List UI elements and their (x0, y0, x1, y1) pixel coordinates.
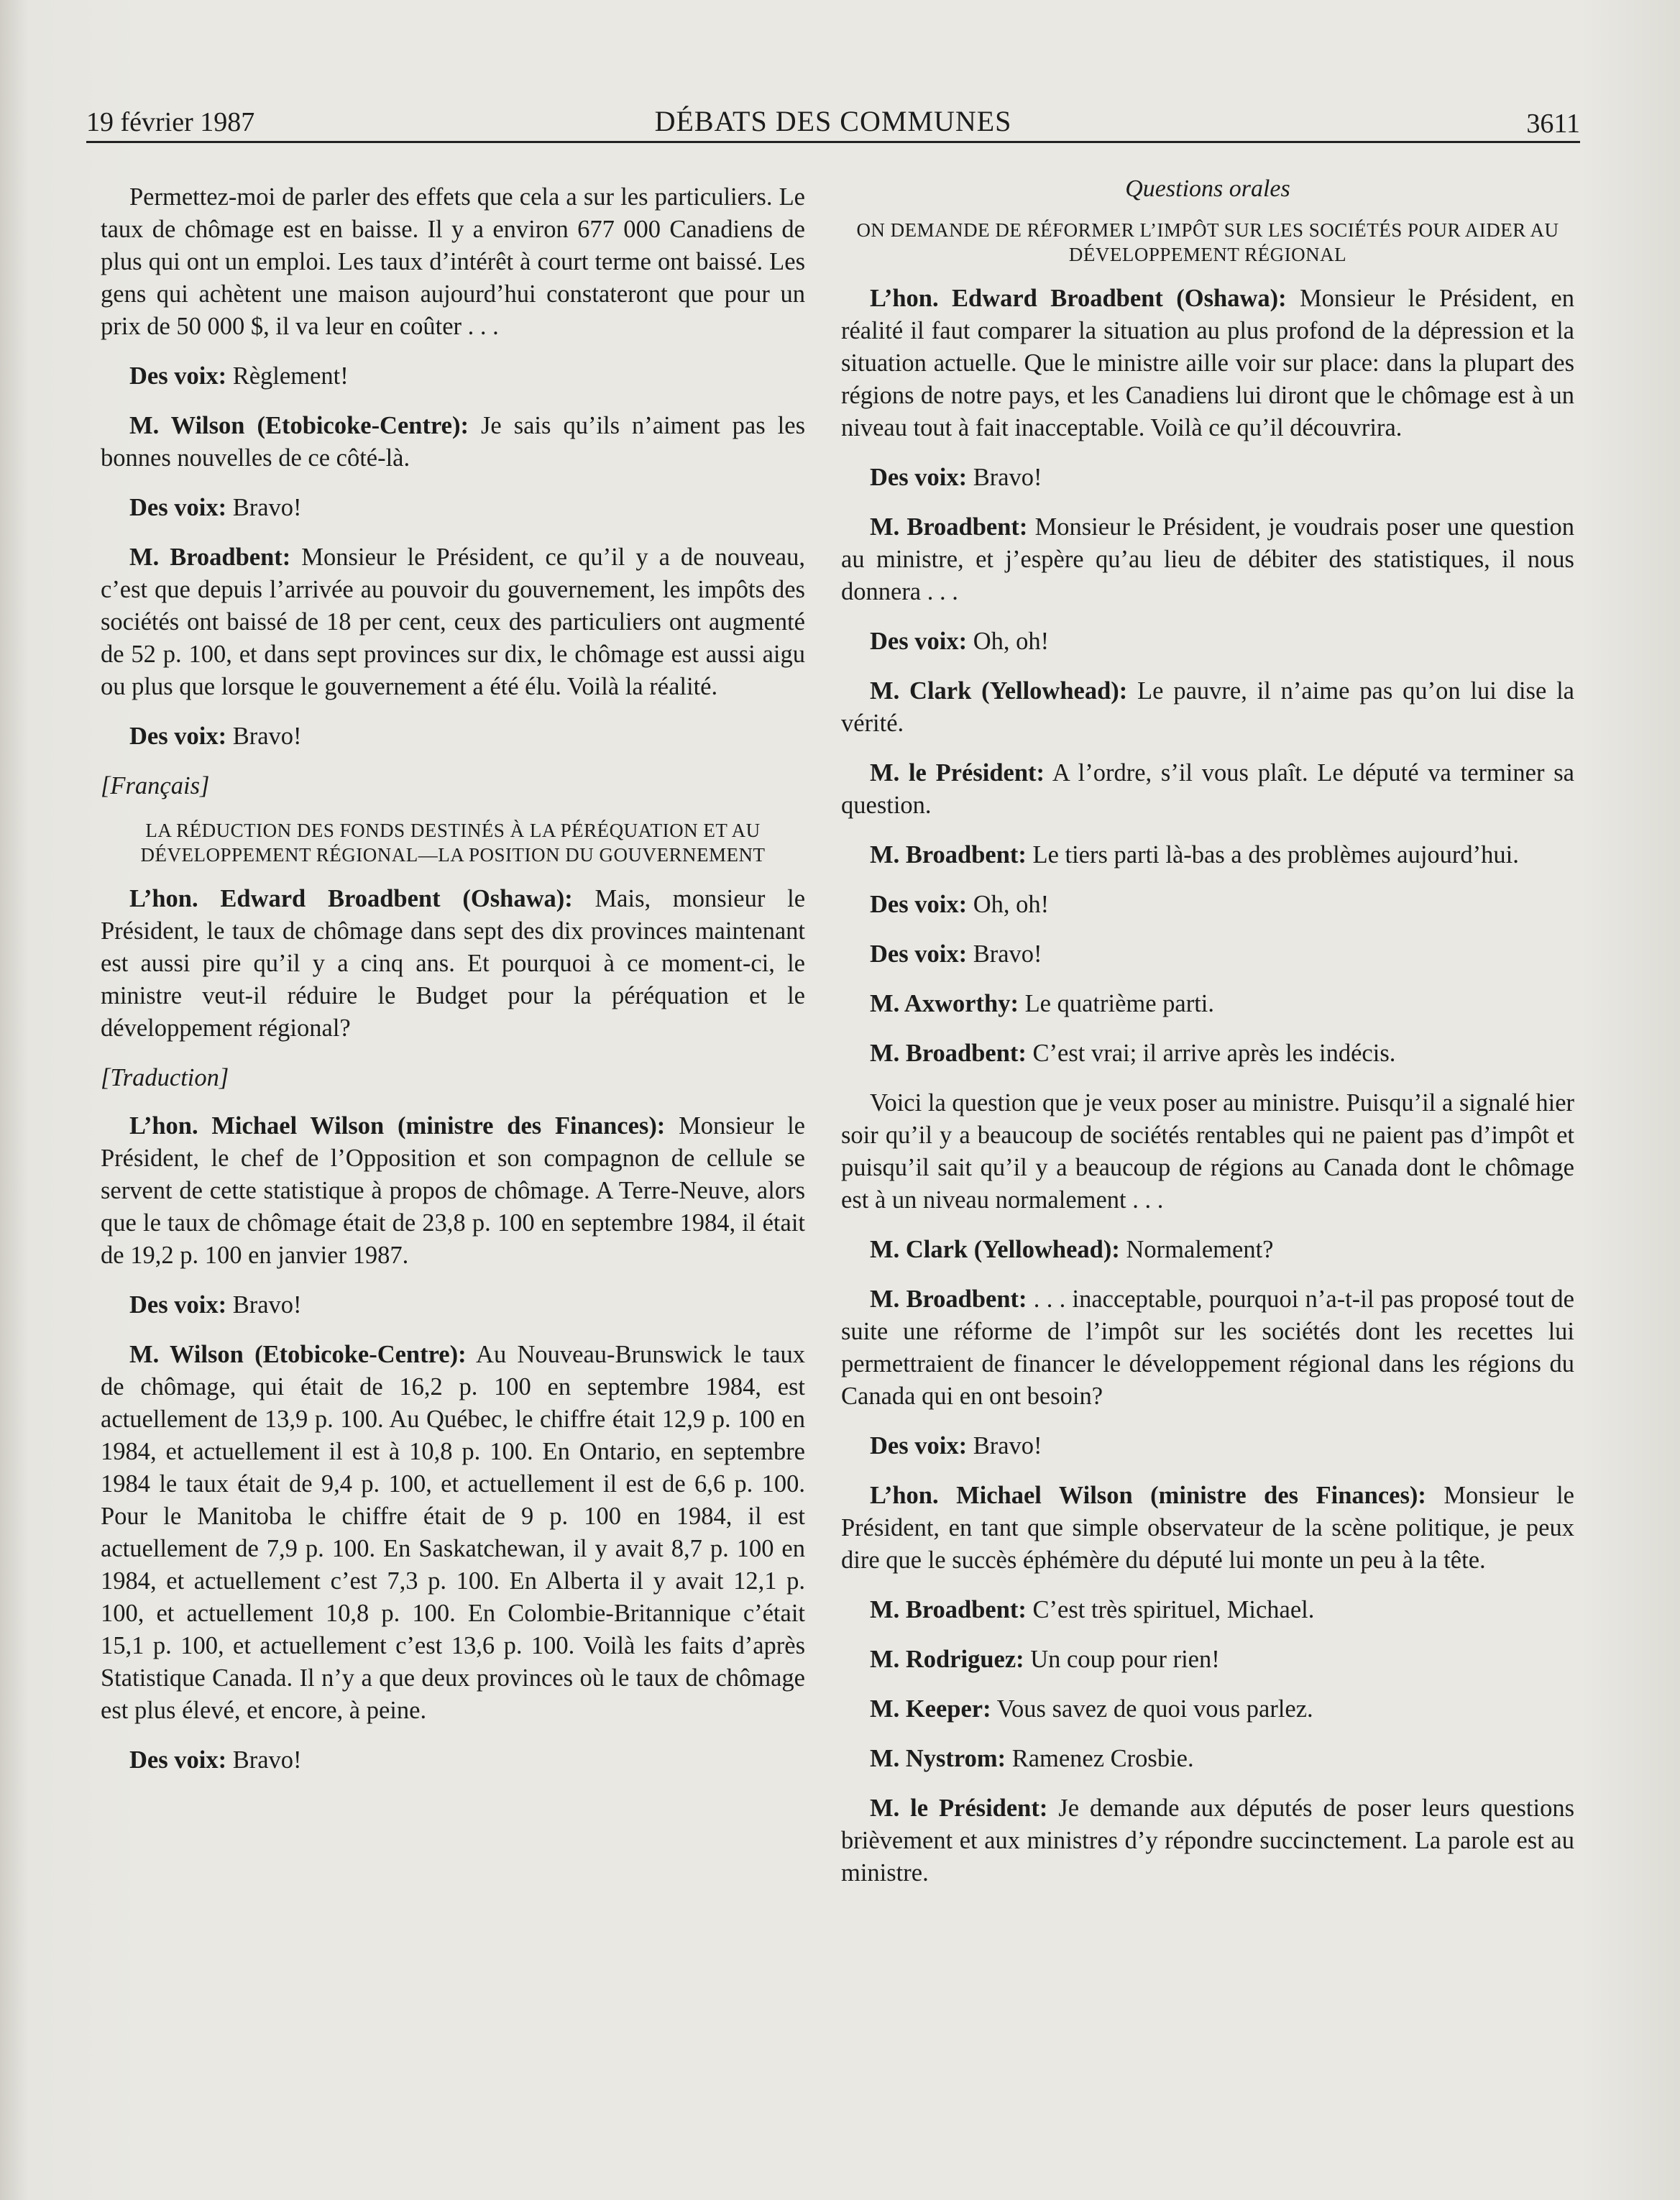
speaker-name: L’hon. Edward Broadbent (Oshawa): (870, 285, 1287, 312)
speech-paragraph (841, 1480, 1574, 1577)
language-tag: [Traduction] (101, 1064, 229, 1091)
speaker-name: M. Nystrom: (870, 1745, 1006, 1772)
speaker-name: Des voix: (129, 494, 227, 521)
speaker-name: L’hon. Michael Wilson (ministre des Finances): (129, 1112, 666, 1140)
speech-paragraph (841, 1743, 1574, 1775)
speech-paragraph (841, 675, 1574, 740)
speaker-name: M. Clark (Yellowhead): (870, 677, 1128, 705)
speech-paragraph (841, 1792, 1574, 1889)
speech-text: Oh, oh! (967, 891, 1050, 918)
speech-paragraph (101, 1110, 805, 1272)
speech-paragraph (101, 1339, 805, 1727)
speech-text: C’est très spirituel, Michael. (1026, 1596, 1315, 1623)
speaker-name: M. Wilson (Etobicoke-Centre): (129, 412, 469, 439)
speaker-name: M. Broadbent: (870, 513, 1028, 541)
speech-paragraph (841, 1430, 1574, 1462)
speech-text: Mais, monsieur le Président, le taux de chômage dans sept des dix provinces maintenant est aussi pire qu’il y a cinq ans. Et pourquoi à ce moment-ci, le ministre veut-il réduire le Budget pour la péréquation et le développement régional? (101, 885, 806, 1042)
speaker-name: Des voix: (870, 940, 968, 968)
header-title: DÉBATS DES COMMUNES (654, 105, 1012, 137)
speech-text: Le pauvre, il n’aime pas qu’on lui dise la vérité. (841, 677, 1574, 737)
speaker-name: Des voix: (129, 1746, 227, 1774)
speech-text: Vous savez de quoi vous parlez. (991, 1695, 1313, 1723)
speaker-name: M. le Président: (870, 1795, 1048, 1822)
speech-text: Bravo! (967, 464, 1042, 491)
speaker-name: Des voix: (129, 1291, 227, 1319)
speech-paragraph (101, 492, 805, 524)
speech-paragraph (841, 1283, 1574, 1413)
speech-text: Bravo! (226, 723, 302, 750)
speech-text: Normalement? (1119, 1236, 1274, 1263)
speech-text: Bravo! (226, 1291, 302, 1319)
section-heading: LA RÉDUCTION DES FONDS DESTINÉS À LA PÉRÉQUATION ET AU DÉVELOPPEMENT RÉGIONAL—LA POSITION DU GOUVERNEMENT (140, 820, 766, 866)
speaker-name: M. Axworthy: (870, 990, 1019, 1017)
speaker-name: M. Broadbent: (870, 841, 1027, 868)
speech-paragraph (841, 1234, 1574, 1266)
left-column (101, 181, 805, 1794)
section-rubric: Questions orales (1125, 175, 1290, 202)
speaker-name: Des voix: (870, 628, 968, 655)
speech-paragraph (101, 541, 805, 703)
section-heading: ON DEMANDE DE RÉFORMER L’IMPÔT SUR LES SOCIÉTÉS POUR AIDER AU DÉVELOPPEMENT RÉGIONAL (856, 219, 1559, 265)
speech-text: A l’ordre, s’il vous plaît. Le député va terminer sa question. (841, 759, 1574, 819)
speech-text: Au Nouveau-Brunswick le taux de chômage, qui était de 16,2 p. 100 en septembre 1984, est actuellement de 13,9 p. 100. Au Québec, le chiffre était 12,9 p. 100 en 1984, et actuellement il est à 10,8 p. 100. En Ontario, en septembre 1984 le taux était de 9,4 p. 100, et actuellement il est de 6,6 p. 100. Pour le Manitoba le chiffre était de 9 p. 100 en 1984, il est actuellement de 7,9 p. 100. En Saskatchewan, il y avait 8,7 p. 100 en 1984, et actuellement c’est 7,3 p. 100. En Alberta il y avait 12,1 p. 100, et actuellement 10,8 p. 100. En Colombie-Britannique c’était 15,1 p. 100, et actuellement c’est 13,6 p. 100. Voilà les faits d’après Statistique Canada. Il n’y a que deux provinces où le taux de chômage est plus élevé, et encore, à peine. (101, 1341, 806, 1724)
speech-text: Je sais qu’ils n’aiment pas les bonnes nouvelles de ce côté-là. (101, 412, 805, 472)
speaker-name: Des voix: (129, 723, 227, 750)
speech-text: Oh, oh! (967, 628, 1050, 655)
speech-paragraph (841, 839, 1574, 871)
speaker-name: M. Broadbent: (870, 1040, 1027, 1067)
speech-text: . . . inacceptable, pourquoi n’a-t-il pas proposé tout de suite une réforme de l’impôt sur les sociétés dont les recettes lui permettraient de financer le développement régional dans les régions du Canada qui en ont besoin? (841, 1285, 1574, 1410)
speech-paragraph (841, 1644, 1574, 1676)
speech-text: Monsieur le Président, en tant que simple observateur de la scène politique, je peux dire que le succès éphémère du député lui monte un peu à la tête. (841, 1482, 1574, 1574)
language-tag: [Français] (101, 772, 210, 799)
speaker-name: Des voix: (870, 891, 968, 918)
page-header (86, 106, 1580, 143)
speech-text: Règlement! (226, 362, 349, 390)
speech-text: Monsieur le Président, en réalité il faut comparer la situation au plus profond de la dépression et la situation actuelle. Que le ministre aille voir sur place: dans la plupart des régions de notre pays, et les Canadiens lui diront que le chômage est à un niveau tout à fait inacceptable. Voilà ce qu’il découvrira. (841, 285, 1574, 441)
speech-paragraph (101, 410, 805, 475)
speech-text: Bravo! (967, 1432, 1042, 1459)
body-paragraph: Voici la question que je veux poser au ministre. Puisqu’il a signalé hier soir qu’il y a beaucoup de sociétés rentables qui ne paient pas d’impôt et puisqu’il sait qu’il y a beaucoup de régions au Canada dont le chômage est à un niveau normalement . . . (841, 1089, 1574, 1214)
speech-text: Un coup pour rien! (1024, 1646, 1220, 1673)
speaker-name: M. Broadbent: (870, 1596, 1027, 1623)
speech-text: C’est vrai; il arrive après les indécis. (1026, 1040, 1396, 1067)
speaker-name: Des voix: (129, 362, 227, 390)
speech-paragraph (101, 1744, 805, 1777)
speech-text: Le tiers parti là-bas a des problèmes aujourd’hui. (1026, 841, 1519, 868)
speech-paragraph (101, 1289, 805, 1321)
speaker-name: M. Broadbent: (129, 544, 291, 571)
speech-text: Bravo! (967, 940, 1042, 968)
speaker-name: M. Rodriguez: (870, 1646, 1024, 1673)
speech-text: Monsieur le Président, le chef de l’Opposition et son compagnon de cellule se servent de cette statistique à propos de chômage. A Terre-Neuve, alors que le taux de chômage était de 23,8 p. 100 en septembre 1984, il était de 19,2 p. 100 en janvier 1987. (101, 1112, 805, 1269)
speaker-name: Des voix: (870, 1432, 968, 1459)
speech-paragraph (841, 625, 1574, 658)
speaker-name: M. Keeper: (870, 1695, 991, 1723)
speech-paragraph (841, 1594, 1574, 1626)
speech-paragraph (841, 988, 1574, 1020)
speech-paragraph (841, 757, 1574, 822)
speaker-name: L’hon. Michael Wilson (ministre des Finances): (870, 1482, 1426, 1509)
speech-paragraph (101, 883, 805, 1045)
speaker-name: L’hon. Edward Broadbent (Oshawa): (129, 885, 573, 912)
speech-paragraph (841, 283, 1574, 444)
speech-paragraph (841, 1037, 1574, 1070)
speech-text: Je demande aux députés de poser leurs questions brièvement et aux ministres d’y répondre succinctement. La parole est au ministre. (841, 1795, 1574, 1887)
speech-text: Le quatrième parti. (1018, 990, 1215, 1017)
speech-paragraph (841, 938, 1574, 971)
speaker-name: Des voix: (870, 464, 968, 491)
speech-paragraph (841, 1693, 1574, 1725)
header-date: 19 février 1987 (86, 107, 255, 137)
speaker-name: M. Broadbent: (870, 1285, 1027, 1313)
speaker-name: M. le Président: (870, 759, 1045, 787)
right-column (841, 175, 1574, 1907)
body-paragraph: Permettez-moi de parler des effets que cela a sur les particuliers. Le taux de chômage est en baisse. Il y a environ 677 000 Canadiens de plus qui ont un emploi. Les taux d’intérêt à court terme ont baissé. Les gens qui achètent une maison aujourd’hui constateront que pour un prix de 50 000 $, il va leur en coûter . . . (101, 183, 805, 340)
speaker-name: M. Clark (Yellowhead): (870, 1236, 1120, 1263)
speech-paragraph (841, 462, 1574, 494)
speech-text: Bravo! (226, 494, 302, 521)
speech-text: Monsieur le Président, je voudrais poser une question au ministre, et j’espère qu’au lieu de débiter des statistiques, il nous donnera . . . (841, 513, 1574, 605)
speech-text: Bravo! (226, 1746, 302, 1774)
speech-paragraph (841, 511, 1574, 608)
speech-paragraph (101, 720, 805, 753)
speech-text: Ramenez Crosbie. (1006, 1745, 1194, 1772)
speech-paragraph (841, 889, 1574, 921)
speech-paragraph (101, 360, 805, 393)
speech-text: Monsieur le Président, ce qu’il y a de nouveau, c’est que depuis l’arrivée au pouvoir du gouvernement, les impôts des sociétés ont baissé de 18 per cent, ceux des particuliers ont augmenté de 52 p. 100, et dans sept provinces sur dix, le chômage est aussi aigu ou plus que lorsque le gouvernement a été élu. Voilà la réalité. (101, 544, 805, 700)
speaker-name: M. Wilson (Etobicoke-Centre): (129, 1341, 467, 1368)
page-number: 3611 (1526, 109, 1580, 139)
